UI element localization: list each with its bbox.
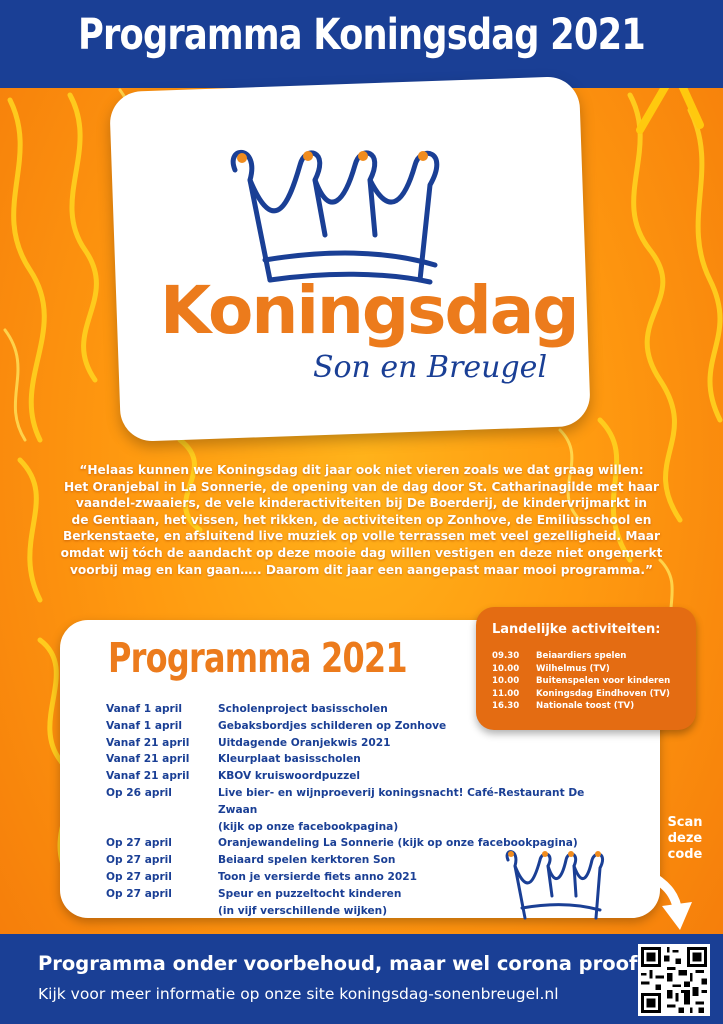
program-desc: Toon je versierde fiets anno 2021 <box>218 870 418 883</box>
list-item <box>492 675 670 688</box>
quote-line: vaandel-zwaaiers, de vele kinderactiviteiten bij De Boerderij, de kindervrijmarkt in <box>75 496 648 511</box>
qr-code-icon[interactable] <box>638 944 710 1016</box>
quote-line: omdat wij tóch de aandacht op deze mooie dag willen vestigen en deze niet ongemerkt <box>60 545 663 560</box>
program-desc: Speur en puzzeltocht kinderen <box>218 887 402 900</box>
national-time: 11.00 <box>492 688 520 699</box>
program-desc: KBOV kruiswoordpuzzel <box>218 770 361 783</box>
program-date <box>106 819 218 836</box>
national-desc: Wilhelmus (TV) <box>536 663 610 674</box>
quote-line: Berkenstaete, en afsluitend live muziek op volle terrassen met veel gezelligheid. Maar <box>62 529 660 544</box>
page-title: Programma Koningsdag 2021 <box>77 10 646 60</box>
curved-arrow-icon <box>620 858 700 938</box>
list-item <box>106 785 606 819</box>
list-item <box>492 650 670 663</box>
national-desc: Beiaardiers spelen <box>536 651 627 661</box>
program-date: Op 26 april <box>106 786 172 799</box>
national-time: 16.30 <box>492 701 520 711</box>
program-desc: Uitdagende Oranjekwis 2021 <box>218 736 391 749</box>
program-desc: (in vijf verschillende wijken) <box>218 904 388 917</box>
program-date: Vanaf 21 april <box>106 770 190 783</box>
program-desc: Beiaard spelen kerktoren Son <box>218 854 396 867</box>
program-date: Op 27 april <box>106 870 172 883</box>
list-item <box>106 819 606 836</box>
quote-line: Het Oranjebal in La Sonnerie, de opening van de dag door St. Catharinagilde met haar <box>63 479 660 494</box>
program-date: Vanaf 21 april <box>106 753 190 766</box>
list-item <box>106 735 606 752</box>
list-item <box>492 700 670 713</box>
logo-subtitle: Son en Breugel <box>312 350 548 385</box>
national-desc: Buitenspelen voor kinderen <box>536 676 671 686</box>
scan-hint <box>650 815 720 863</box>
logo-wordmark: Koningsdag <box>160 272 578 349</box>
national-time: 09.30 <box>492 651 520 661</box>
program-desc: Gebaksbordjes schilderen op Zonhove <box>218 719 447 732</box>
footer-disclaimer: Programma onder voorbehoud, maar wel corona proof <box>38 952 638 975</box>
footer-website[interactable]: Kijk voor meer informatie op onze site koningsdag-sonenbreugel.nl <box>38 985 559 1003</box>
scan-line: code <box>667 847 703 862</box>
scan-line: Scan <box>667 815 703 830</box>
list-item <box>492 663 670 676</box>
footer-band <box>0 934 723 1024</box>
program-desc: (kijk op onze facebookpagina) <box>218 820 399 833</box>
program-date: Op 27 april <box>106 854 172 867</box>
program-desc: Live bier- en wijnproeverij koningsnacht! Café-Restaurant De Zwaan <box>218 786 585 816</box>
national-desc: Nationale toost (TV) <box>536 701 635 711</box>
program-date: Vanaf 1 april <box>106 703 183 715</box>
program-desc: Oranjewandeling La Sonnerie (kijk op onze facebookpagina) <box>218 837 578 850</box>
program-date: Op 27 april <box>106 837 172 850</box>
small-crown-icon <box>500 848 610 928</box>
national-desc: Koningsdag Eindhoven (TV) <box>536 688 670 699</box>
program-date: Vanaf 21 april <box>106 736 190 749</box>
national-title: Landelijke activiteiten: <box>492 622 661 637</box>
program-date: Vanaf 1 april <box>106 719 183 732</box>
list-item <box>106 751 606 768</box>
quote-line: de Gentiaan, het vissen, het rikken, de activiteiten op Zonhove, de Emiliusschool en <box>71 512 652 527</box>
list-item <box>492 688 670 701</box>
quote-line: “Helaas kunnen we Koningsdag dit jaar ook niet vieren zoals we dat graag willen: <box>79 463 644 477</box>
national-time: 10.00 <box>492 676 520 686</box>
list-item <box>106 768 606 785</box>
program-title: Programma 2021 <box>108 634 407 682</box>
program-desc: Kleurplaat basisscholen <box>218 753 361 766</box>
program-date: Op 27 april <box>106 887 172 900</box>
intro-quote <box>40 462 683 578</box>
national-list <box>492 650 670 713</box>
program-desc: Scholenproject basisscholen <box>218 703 388 715</box>
program-date <box>106 903 218 920</box>
national-time: 10.00 <box>492 663 520 674</box>
quote-line: voorbij mag en kan gaan….. Daarom dit jaar een aangepast maar mooi programma.” <box>69 562 654 577</box>
scan-line: deze <box>667 831 703 846</box>
